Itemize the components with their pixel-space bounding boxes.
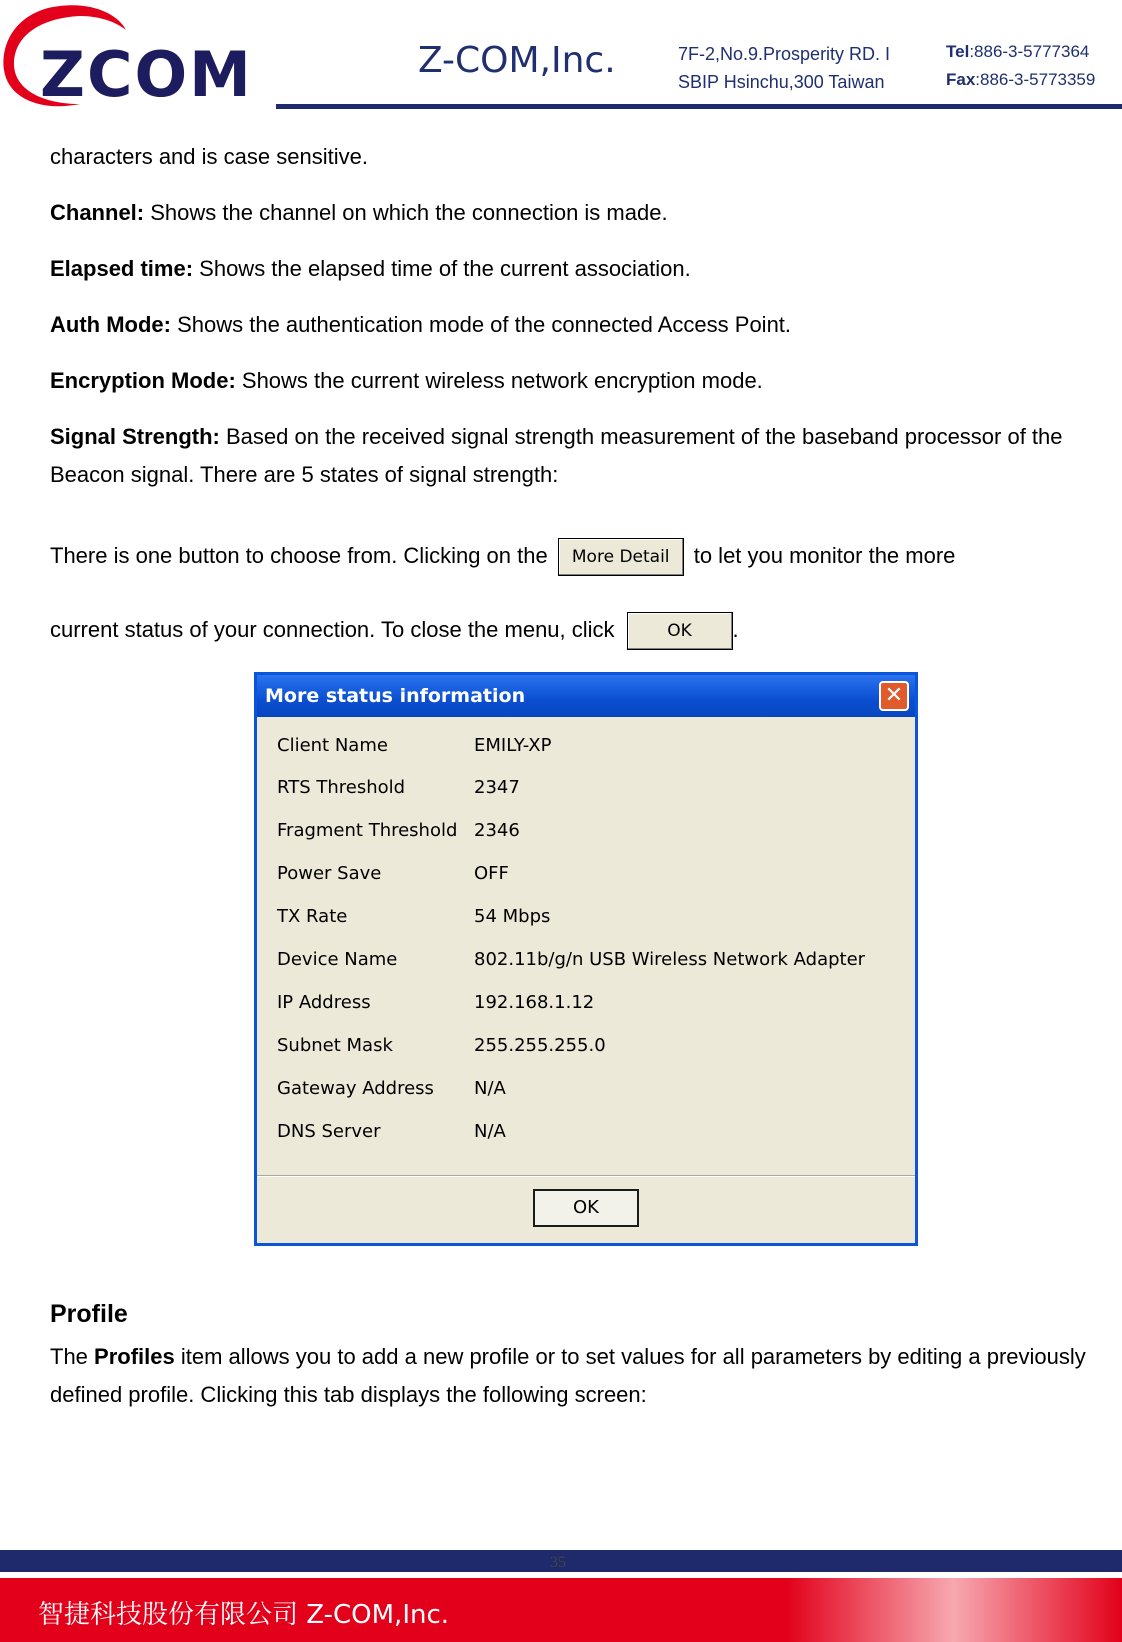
header-divider [276,104,1122,109]
status-label: RTS Threshold [277,777,406,798]
status-value: N/A [474,1121,506,1142]
auth-description: Shows the authentication mode of the connected Access Point. [170,312,792,337]
page-header [0,0,1122,112]
paragraph-profile [50,1338,1110,1414]
company-contact [946,38,1095,94]
status-label: Power Save [277,863,382,884]
fax-label: Fax [946,70,976,89]
profile-text-a: The [50,1344,95,1369]
fax-value: :886-3-5773359 [975,70,1096,89]
tel-value: :886-3-5777364 [969,42,1090,61]
company-name: Z-COM,Inc. [418,40,616,81]
status-label: Gateway Address [277,1078,434,1099]
status-value: 2346 [474,820,520,841]
profile-term: Profiles [94,1344,175,1369]
address-line-1: 7F-2,No.9.Prosperity RD. I [678,44,891,64]
tel-label: Tel [946,42,970,61]
ok-button-illustration: OK [627,612,733,650]
channel-description: Shows the channel on which the connection is made. [144,200,668,225]
status-label: DNS Server [277,1121,381,1142]
more-detail-text-b: to let you monitor the more [693,543,956,568]
paragraph-close-menu [50,610,1110,650]
status-value: N/A [474,1078,506,1099]
encryption-description: Shows the current wireless network encryption mode. [235,368,763,393]
status-value: 192.168.1.12 [474,992,595,1013]
paragraph-encryption-mode [50,362,1110,400]
page-number: 35 [550,1554,566,1571]
address-line-2: SBIP Hsinchu,300 Taiwan [678,72,885,92]
status-value: OFF [474,863,509,884]
zcom-logo-text: ZCOM [40,38,253,111]
footer-company-line: 智捷科技股份有限公司 Z-COM,Inc. [38,1600,450,1630]
status-label: Subnet Mask [277,1035,393,1056]
elapsed-term: Elapsed time: [50,256,194,281]
channel-term: Channel: [50,200,145,225]
status-value: EMILY-XP [474,735,552,756]
status-label: Device Name [277,949,398,970]
paragraph-auth-mode [50,306,1110,344]
status-label: TX Rate [277,906,348,927]
dialog-title: More status information [265,685,526,707]
profile-text-b: item allows you to add a new profile or to set values for all parameters by editing a previously defined profile. Clicking this tab displays the following screen: [50,1344,1086,1407]
more-status-dialog [254,672,918,1246]
paragraph-signal-strength [50,418,1110,494]
encryption-term: Encryption Mode: [50,368,236,393]
status-label: Client Name [277,735,388,756]
tel-line [946,38,1095,66]
dialog-divider [257,1175,915,1177]
signal-term: Signal Strength: [50,424,220,449]
paragraph-more-detail [50,536,1110,576]
fax-line [946,66,1095,94]
paragraph-continuation: characters and is case sensitive. [50,144,368,169]
close-text-b: . [732,617,739,642]
status-label: IP Address [277,992,371,1013]
auth-term: Auth Mode: [50,312,171,337]
dialog-titlebar[interactable] [257,675,915,717]
more-detail-button-illustration: More Detail [558,538,684,576]
profile-heading: Profile [50,1300,128,1328]
close-icon[interactable]: ✕ [879,681,909,711]
ok-button[interactable]: OK [533,1189,639,1227]
paragraph-elapsed-time [50,250,1110,288]
status-value: 255.255.255.0 [474,1035,606,1056]
status-label: Fragment Threshold [277,820,458,841]
company-address [678,40,890,96]
status-value: 2347 [474,777,520,798]
paragraph-channel [50,194,1110,232]
elapsed-description: Shows the elapsed time of the current association. [193,256,691,281]
status-value: 802.11b/g/n USB Wireless Network Adapter [474,949,866,970]
close-text-a: current status of your connection. To close the menu, click [50,617,615,642]
signal-description: Based on the received signal strength measurement of the baseband processor of the Beacon signal. There are 5 states of signal strength: [50,424,1063,487]
status-value: 54 Mbps [474,906,551,927]
more-detail-text-a: There is one button to choose from. Clicking on the [50,543,548,568]
